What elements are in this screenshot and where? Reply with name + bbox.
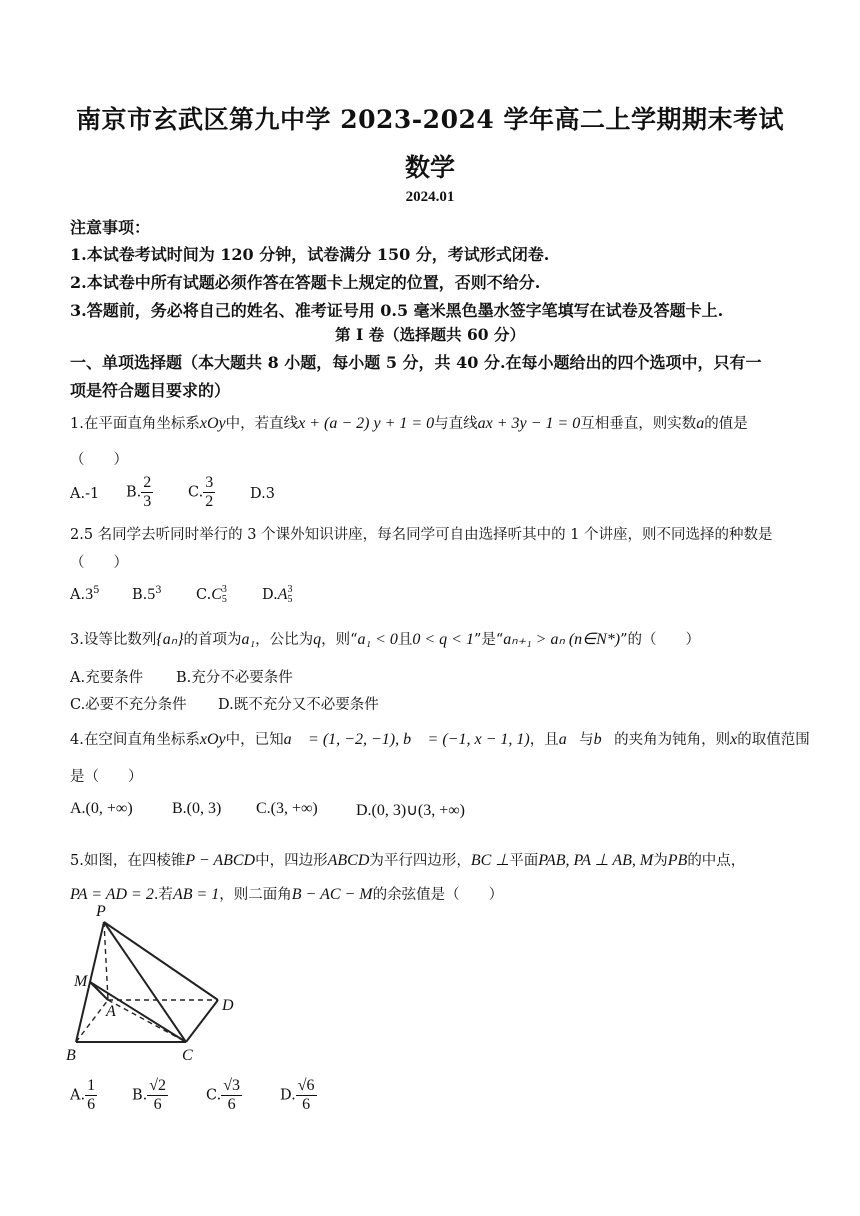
question-2-paren: （ ） — [70, 555, 128, 571]
notice-item-3: 3.答题前，务必将自己的姓名、准考证号用 0.5 毫米黑色墨水签字笔填写在试卷及答题卡上. — [70, 301, 724, 320]
question-4-option-a: A.(0, +∞) — [70, 800, 133, 817]
label-c: C — [182, 1047, 193, 1064]
question-3-option-c: C.必要不充分条件 — [70, 697, 187, 713]
question-3-option-b: B.充分不必要条件 — [176, 670, 293, 686]
question-1-option-b: B. $\frac{2}{3}$ — [126, 474, 152, 510]
question-5-option-a: A. $\frac{1}{6}$ — [70, 1077, 96, 1113]
section-title: 第 I 卷（选择题共 60 分） — [335, 325, 525, 344]
question-3-stem: 3.设等比数列{aₙ}的首项为a₁，公比为q，则“a₁ < 0且0 < q < 1”是“aₙ₊₁ > aₙ (n∈N*)”的（ ） — [70, 631, 701, 648]
label-d: D — [222, 997, 234, 1014]
question-1-option-d: D.3 — [250, 486, 275, 502]
question-4-line-2: 是（ ） — [70, 769, 143, 785]
label-a: A — [106, 1003, 116, 1020]
label-m: M — [74, 973, 88, 990]
question-2-option-b: $B.5^3$ — [132, 585, 162, 603]
label-b: B — [66, 1047, 76, 1064]
exam-subject: 数学 — [404, 153, 455, 182]
notice-heading: 注意事项： — [70, 218, 151, 237]
question-5-option-b: B. $\frac{√2}{6}$ — [132, 1077, 167, 1113]
edge-ac-hidden — [108, 1000, 186, 1042]
notice-item-1: 1.本试卷考试时间为 120 分钟，试卷满分 150 分，考试形式闭卷. — [70, 245, 550, 264]
question-5-stem: 5.如图，在四棱锥P − ABCD中，四边形ABCD为平行四边形，BC ⊥平面PAB, PA ⊥ AB, M为PB的中点， — [70, 852, 746, 869]
edge-pc — [104, 922, 186, 1042]
part-one-line-1: 一、单项选择题（本大题共 8 小题，每小题 5 分，共 40 分.在每小题给出的四个选项中，只有一 — [70, 353, 762, 372]
edge-pa-hidden — [104, 922, 108, 1000]
question-3-option-d: D.既不充分又不必要条件 — [218, 697, 379, 713]
question-1-option-a: A.-1 — [70, 486, 100, 502]
question-4-stem: 4.在空间直角坐标系xOy中，已知a⃗ = (1, −2, −1), b⃗ = (−1, x − 1, 1)，且a⃗与b⃗的夹角为钝角，则x的取值范围 — [70, 731, 810, 748]
question-5-option-d: D. $\frac{√6}{6}$ — [280, 1077, 315, 1113]
question-2-option-d: D.A 3 5 — [262, 584, 293, 605]
notice-item-2: 2.本试卷中所有试题必须作答在答题卡上规定的位置，否则不给分. — [70, 273, 541, 292]
question-5-line-2: PA = AD = 2.若AB = 1，则二面角B − AC − M的余弦值是（ ） — [70, 886, 504, 903]
question-1-stem: 1.在平面直角坐标系xOy中，若直线x + (a − 2) y + 1 = 0与直线ax + 3y − 1 = 0互相垂直，则实数a的值是 — [70, 415, 748, 432]
label-p: P — [96, 903, 106, 920]
question-2-option-a: $A.3^5$ — [70, 585, 100, 603]
question-3-option-a: A.充要条件 — [70, 670, 144, 686]
question-1-paren: （ ） — [70, 452, 128, 468]
question-1-option-c: C. $\frac{3}{2}$ — [188, 474, 214, 510]
pyramid-figure — [62, 900, 252, 1065]
question-4-option-b: B.(0, 3) — [172, 800, 222, 817]
edge-cd — [186, 1000, 218, 1042]
exam-date: 2024.01 — [405, 189, 455, 205]
question-4-option-d: D.(0, 3)∪(3, +∞) — [356, 802, 466, 819]
question-2-stem: 2.5 名同学去听同时举行的 3 个课外知识讲座，每名同学可自由选择听其中的 1 个讲座，则不同选择的种数是 — [70, 527, 773, 543]
question-5-option-c: C. $\frac{√3}{6}$ — [206, 1077, 240, 1113]
edge-pd — [104, 922, 218, 1000]
question-4-option-c: C.(3, +∞) — [256, 800, 318, 817]
exam-title: 南京市玄武区第九中学 2023-2024 学年高二上学期期末考试 — [76, 105, 784, 134]
part-one-line-2: 项是符合题目要求的） — [70, 381, 231, 400]
question-2-option-c: C.C 3 5 — [196, 584, 227, 605]
segment-mc — [90, 982, 186, 1042]
